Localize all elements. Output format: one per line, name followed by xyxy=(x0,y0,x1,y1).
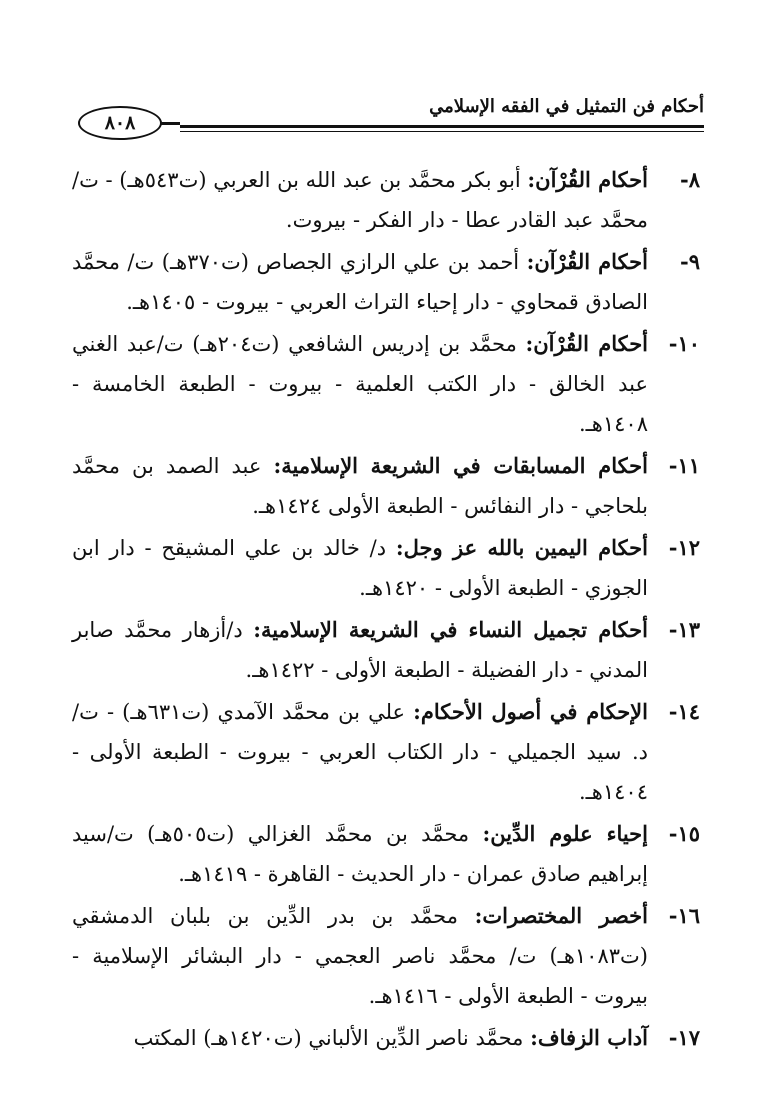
entry-title: أحكام القُرْآن: xyxy=(525,331,649,356)
list-item xyxy=(72,446,700,526)
list-item xyxy=(72,160,700,240)
entry-text: عبد الصمد بن محمَّد بلحاجي - دار النفائس - الطبعة الأولى ١٤٢٤هـ. xyxy=(72,454,648,518)
list-item xyxy=(72,692,700,812)
list-item xyxy=(72,610,700,690)
list-item xyxy=(72,324,700,444)
page-header xyxy=(62,96,704,136)
entry-text: علي بن محمَّد الآمدي (ت٦٣١هـ) - ت/د. سيد الجميلي - دار الكتاب العربي - بيروت - الطبعة الأولى - ١٤٠٤هـ. xyxy=(72,700,648,804)
list-item xyxy=(72,242,700,322)
entry-text: محمَّد بن محمَّد الغزالي (ت٥٠٥هـ) ت/سيد إبراهيم صادق عمران - دار الحديث - القاهرة - ١٤١٩هـ. xyxy=(72,822,648,886)
entry-title: أخصر المختصرات: xyxy=(474,903,648,928)
entry-number: ١٢- xyxy=(668,535,700,560)
page-number-dash xyxy=(160,122,180,125)
bibliography-list xyxy=(72,160,700,1060)
page-number-badge xyxy=(62,106,180,140)
page-number: ٨٠٨ xyxy=(104,112,136,134)
entry-title: أحكام المسابقات في الشريعة الإسلامية: xyxy=(273,453,648,478)
list-item xyxy=(72,814,700,894)
entry-number: ١٦- xyxy=(668,903,700,928)
page-number-oval xyxy=(78,106,162,140)
entry-number: ١١- xyxy=(668,453,700,478)
list-item xyxy=(72,1018,700,1058)
entry-number: ١٧- xyxy=(668,1025,700,1050)
entry-text: محمَّد بن إدريس الشافعي (ت٢٠٤هـ) ت/عبد الغني عبد الخالق - دار الكتب العلمية - بيروت - الطبعة الخامسة - ١٤٠٨هـ. xyxy=(72,332,648,436)
entry-title: أحكام تجميل النساء في الشريعة الإسلامية: xyxy=(253,617,649,642)
entry-number: ١٥- xyxy=(668,821,700,846)
entry-text: محمَّد بن بدر الدِّين بن بلبان الدمشقي (ت١٠٨٣هـ) ت/ محمَّد ناصر العجمي - دار البشائر الإسلامية - بيروت - الطبعة الأولى - ١٤١٦هـ. xyxy=(72,904,648,1008)
entry-title: أحكام اليمين بالله عز وجل: xyxy=(395,535,648,560)
entry-text: د/ خالد بن علي المشيقح - دار ابن الجوزي - الطبعة الأولى - ١٤٢٠هـ. xyxy=(72,536,648,600)
entry-number: ١٠- xyxy=(668,331,700,356)
entry-number: ١٤- xyxy=(668,699,700,724)
entry-text: أبو بكر محمَّد بن عبد الله بن العربي (ت٥٤٣هـ) - ت/ محمَّد عبد القادر عطا - دار الفكر - بيروت. xyxy=(72,168,648,232)
entry-number: ٨- xyxy=(680,167,700,192)
entry-text: محمَّد ناصر الدِّين الألباني (ت١٤٢٠هـ) المكتب xyxy=(133,1026,531,1050)
entry-number: ١٣- xyxy=(668,617,700,642)
entry-text: د/أزهار محمَّد صابر المدني - دار الفضيلة - الطبعة الأولى - ١٤٢٢هـ. xyxy=(72,618,648,682)
entry-text: أحمد بن علي الرازي الجصاص (ت٣٧٠هـ) ت/ محمَّد الصادق قمحاوي - دار إحياء التراث العربي - بيروت - ١٤٠٥هـ. xyxy=(72,250,648,314)
list-item xyxy=(72,896,700,1016)
entry-title: آداب الزفاف: xyxy=(530,1025,648,1050)
entry-title: الإحكام في أصول الأحكام: xyxy=(413,699,648,724)
entry-title: إحياء علوم الدِّين: xyxy=(482,821,648,846)
entry-title: أحكام القُرْآن: xyxy=(527,167,648,192)
entry-title: أحكام القُرْآن: xyxy=(526,249,648,274)
running-title: أحكام فن التمثيل في الفقه الإسلامي xyxy=(429,96,704,117)
list-item xyxy=(72,528,700,608)
entry-number: ٩- xyxy=(680,249,700,274)
